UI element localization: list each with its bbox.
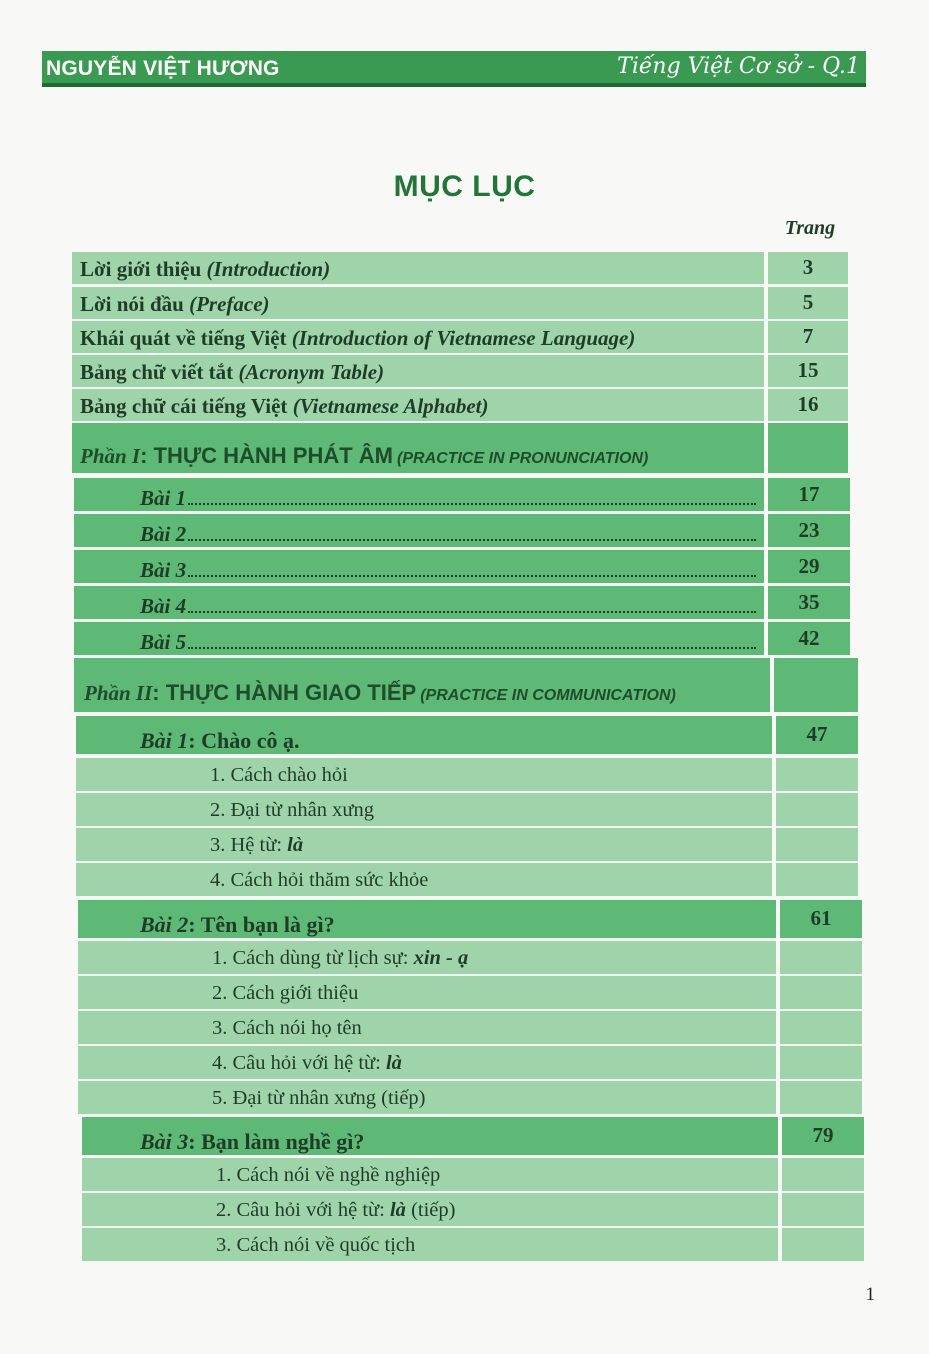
entry-vietnamese: Lời nói đầu bbox=[80, 292, 190, 316]
entry-page: 5 bbox=[802, 290, 814, 314]
sub-item-emphasis: xin - ạ bbox=[413, 947, 469, 969]
entry-english: (Acronym Table) bbox=[238, 360, 385, 384]
row-page-cell bbox=[780, 941, 862, 976]
sub-item bbox=[210, 799, 374, 822]
part-english: (PRACTICE IN PRONUNCIATION) bbox=[397, 450, 649, 467]
part-title: : THỰC HÀNH GIAO TIẾP bbox=[152, 680, 417, 705]
dot-leader bbox=[188, 574, 756, 577]
sub-item-text: 1. Cách nói về nghề nghiệp bbox=[216, 1164, 441, 1186]
lesson-heading bbox=[140, 728, 300, 754]
toc-title: MỤC LỤC bbox=[393, 170, 536, 203]
lesson-heading-row bbox=[78, 900, 862, 940]
row-main-cell bbox=[74, 550, 764, 585]
lesson-label: Bài 4 bbox=[140, 594, 187, 618]
row-page-cell bbox=[768, 389, 848, 423]
sub-item bbox=[210, 834, 303, 857]
sub-item-suffix: (tiếp) bbox=[405, 1199, 456, 1221]
row-main-cell bbox=[72, 423, 764, 475]
entry-english: (Introduction) bbox=[206, 257, 331, 281]
row-main-cell bbox=[78, 941, 776, 976]
toc-entry-title bbox=[80, 326, 635, 351]
part-heading-row bbox=[72, 423, 848, 475]
page-column-header: Trang bbox=[784, 217, 836, 239]
entry-vietnamese: Bảng chữ cái tiếng Việt bbox=[80, 394, 293, 418]
sub-item-row bbox=[78, 1046, 862, 1081]
sub-item-row bbox=[82, 1228, 864, 1263]
page-number: 1 bbox=[865, 1284, 875, 1305]
sub-item-text: 5. Đại từ nhân xưng (tiếp) bbox=[212, 1087, 426, 1109]
sub-item-emphasis: là bbox=[389, 1199, 406, 1221]
row-page-cell bbox=[776, 758, 858, 793]
toc-row bbox=[72, 252, 848, 286]
lesson-row bbox=[74, 586, 850, 621]
row-page-cell bbox=[768, 287, 848, 321]
row-page-cell bbox=[776, 793, 858, 828]
row-main-cell bbox=[78, 1081, 776, 1116]
lesson-heading-row bbox=[76, 716, 858, 756]
sub-item-row bbox=[78, 1011, 862, 1046]
row-main-cell bbox=[76, 793, 772, 828]
sub-item-row bbox=[76, 793, 858, 828]
row-page-cell bbox=[782, 1228, 864, 1263]
row-main-cell bbox=[78, 976, 776, 1011]
row-main-cell bbox=[74, 622, 764, 657]
lesson-entry bbox=[140, 630, 758, 655]
row-page-cell bbox=[782, 1117, 864, 1157]
row-page-cell bbox=[780, 1011, 862, 1046]
lesson-label: Bài 2 bbox=[140, 522, 187, 546]
lesson-label: Bài 3 bbox=[140, 558, 187, 582]
sub-item bbox=[216, 1199, 455, 1222]
row-main-cell bbox=[76, 758, 772, 793]
dot-leader bbox=[188, 610, 756, 613]
dot-leader bbox=[188, 646, 756, 649]
row-main-cell bbox=[76, 828, 772, 863]
row-page-cell bbox=[780, 1046, 862, 1081]
lesson-heading-row bbox=[82, 1117, 864, 1157]
lesson-entry bbox=[140, 558, 758, 583]
entry-english: (Preface) bbox=[189, 292, 270, 316]
sub-item-text: 2. Câu hỏi với hệ từ: bbox=[216, 1199, 390, 1221]
row-main-cell bbox=[72, 287, 764, 321]
sub-item bbox=[210, 764, 348, 787]
sub-item-text: 2. Đại từ nhân xưng bbox=[210, 799, 374, 821]
lesson-entry bbox=[140, 522, 758, 547]
lesson-entry bbox=[140, 486, 758, 511]
entry-page: 3 bbox=[802, 255, 814, 279]
part-heading-row bbox=[74, 658, 858, 714]
lesson-page: 17 bbox=[798, 482, 820, 506]
sub-item-row bbox=[76, 863, 858, 898]
sub-item-row bbox=[82, 1158, 864, 1193]
entry-vietnamese: Khái quát về tiếng Việt bbox=[80, 326, 292, 350]
sub-item-row bbox=[78, 1081, 862, 1116]
row-main-cell bbox=[82, 1228, 778, 1263]
lesson-page: 61 bbox=[810, 906, 832, 930]
sub-item bbox=[212, 947, 468, 970]
lesson-title: : Chào cô ạ. bbox=[188, 728, 300, 753]
sub-item-text: 1. Cách dùng từ lịch sự: bbox=[212, 947, 414, 969]
running-header bbox=[42, 51, 866, 87]
row-page-cell bbox=[768, 514, 850, 549]
row-main-cell bbox=[82, 1117, 778, 1157]
toc-entry-title bbox=[80, 257, 330, 282]
sub-item-row bbox=[76, 828, 858, 863]
entry-page: 16 bbox=[797, 392, 819, 416]
entry-english: (Introduction of Vietnamese Language) bbox=[291, 326, 636, 350]
row-main-cell bbox=[72, 389, 764, 423]
sub-item bbox=[212, 1017, 362, 1040]
row-main-cell bbox=[74, 514, 764, 549]
row-main-cell bbox=[82, 1158, 778, 1193]
row-page-cell bbox=[768, 423, 848, 475]
sub-item-text: 3. Hệ từ: bbox=[210, 834, 288, 856]
sub-item bbox=[212, 1052, 402, 1075]
lesson-page: 23 bbox=[798, 518, 820, 542]
lesson-row bbox=[74, 622, 850, 657]
lesson-page: 35 bbox=[798, 590, 820, 614]
lesson-row bbox=[74, 550, 850, 585]
lesson-heading bbox=[140, 912, 335, 938]
entry-vietnamese: Bảng chữ viết tắt bbox=[80, 360, 239, 384]
entry-page: 15 bbox=[797, 358, 819, 382]
row-main-cell bbox=[74, 478, 764, 513]
lesson-title: : Tên bạn là gì? bbox=[188, 912, 335, 937]
sub-item-emphasis: là bbox=[287, 834, 304, 856]
row-page-cell bbox=[780, 1081, 862, 1116]
entry-vietnamese: Lời giới thiệu bbox=[80, 257, 207, 281]
lesson-label: Bài 2 bbox=[140, 912, 189, 937]
toc-row bbox=[72, 355, 848, 389]
lesson-row bbox=[74, 478, 850, 513]
part-number: Phần II bbox=[84, 681, 153, 705]
sub-item-text: 2. Cách giới thiệu bbox=[212, 982, 359, 1004]
lesson-label: Bài 1 bbox=[140, 728, 189, 753]
row-page-cell bbox=[768, 586, 850, 621]
toc-row bbox=[72, 321, 848, 355]
sub-item bbox=[212, 982, 358, 1005]
row-main-cell bbox=[76, 716, 772, 756]
sub-item-row bbox=[78, 941, 862, 976]
sub-item-row bbox=[82, 1193, 864, 1228]
row-main-cell bbox=[78, 1046, 776, 1081]
sub-item-row bbox=[78, 976, 862, 1011]
entry-english: (Vietnamese Alphabet) bbox=[292, 394, 489, 418]
row-page-cell bbox=[768, 550, 850, 585]
row-page-cell bbox=[780, 976, 862, 1011]
sub-item bbox=[210, 869, 428, 892]
lesson-row bbox=[74, 514, 850, 549]
sub-item-emphasis: là bbox=[385, 1052, 402, 1074]
sub-item-row bbox=[76, 758, 858, 793]
row-main-cell bbox=[72, 252, 764, 286]
part-heading bbox=[80, 443, 648, 469]
lesson-entry bbox=[140, 594, 758, 619]
row-page-cell bbox=[768, 321, 848, 355]
row-main-cell bbox=[74, 658, 770, 714]
row-page-cell bbox=[776, 716, 858, 756]
row-page-cell bbox=[768, 355, 848, 389]
toc-entry-title bbox=[80, 292, 270, 317]
lesson-label: Bài 5 bbox=[140, 630, 187, 654]
part-heading bbox=[84, 680, 676, 706]
row-main-cell bbox=[78, 900, 776, 940]
lesson-page: 47 bbox=[806, 722, 828, 746]
entry-page: 7 bbox=[802, 324, 814, 348]
sub-item-text: 1. Cách chào hỏi bbox=[210, 764, 348, 786]
part-number: Phần I bbox=[80, 444, 141, 468]
row-page-cell bbox=[782, 1193, 864, 1228]
sub-item bbox=[216, 1164, 440, 1187]
row-main-cell bbox=[74, 586, 764, 621]
row-page-cell bbox=[776, 828, 858, 863]
row-main-cell bbox=[72, 355, 764, 389]
row-page-cell bbox=[768, 252, 848, 286]
lesson-page: 42 bbox=[798, 626, 820, 650]
part-title: : THỰC HÀNH PHÁT ÂM bbox=[140, 443, 394, 468]
sub-item bbox=[216, 1234, 415, 1257]
lesson-label: Bài 3 bbox=[140, 1129, 189, 1154]
dot-leader bbox=[188, 538, 756, 541]
toc-entry-title bbox=[80, 360, 384, 385]
row-page-cell bbox=[774, 658, 858, 714]
sub-item-text: 3. Cách nói họ tên bbox=[212, 1017, 362, 1039]
header-book-title: Tiếng Việt Cơ sở - Q.1 bbox=[617, 54, 860, 79]
lesson-heading bbox=[140, 1129, 364, 1155]
sub-item-text: 3. Cách nói về quốc tịch bbox=[216, 1234, 416, 1256]
row-main-cell bbox=[82, 1193, 778, 1228]
row-main-cell bbox=[76, 863, 772, 898]
sub-item bbox=[212, 1087, 426, 1110]
toc-row bbox=[72, 287, 848, 321]
lesson-title: : Bạn làm nghề gì? bbox=[188, 1129, 365, 1154]
row-page-cell bbox=[776, 863, 858, 898]
lesson-label: Bài 1 bbox=[140, 486, 187, 510]
row-page-cell bbox=[768, 622, 850, 657]
row-page-cell bbox=[782, 1158, 864, 1193]
part-english: (PRACTICE IN COMMUNICATION) bbox=[420, 687, 676, 704]
lesson-page: 79 bbox=[812, 1123, 834, 1147]
row-main-cell bbox=[78, 1011, 776, 1046]
sub-item-text: 4. Cách hỏi thăm sức khỏe bbox=[210, 869, 429, 891]
header-author: NGUYỄN VIỆT HƯƠNG bbox=[46, 57, 280, 80]
sub-item-text: 4. Câu hỏi với hệ từ: bbox=[212, 1052, 386, 1074]
row-main-cell bbox=[72, 321, 764, 355]
row-page-cell bbox=[768, 478, 850, 513]
lesson-page: 29 bbox=[798, 554, 820, 578]
dot-leader bbox=[188, 502, 756, 505]
row-page-cell bbox=[780, 900, 862, 940]
toc-entry-title bbox=[80, 394, 489, 419]
toc-row bbox=[72, 389, 848, 423]
